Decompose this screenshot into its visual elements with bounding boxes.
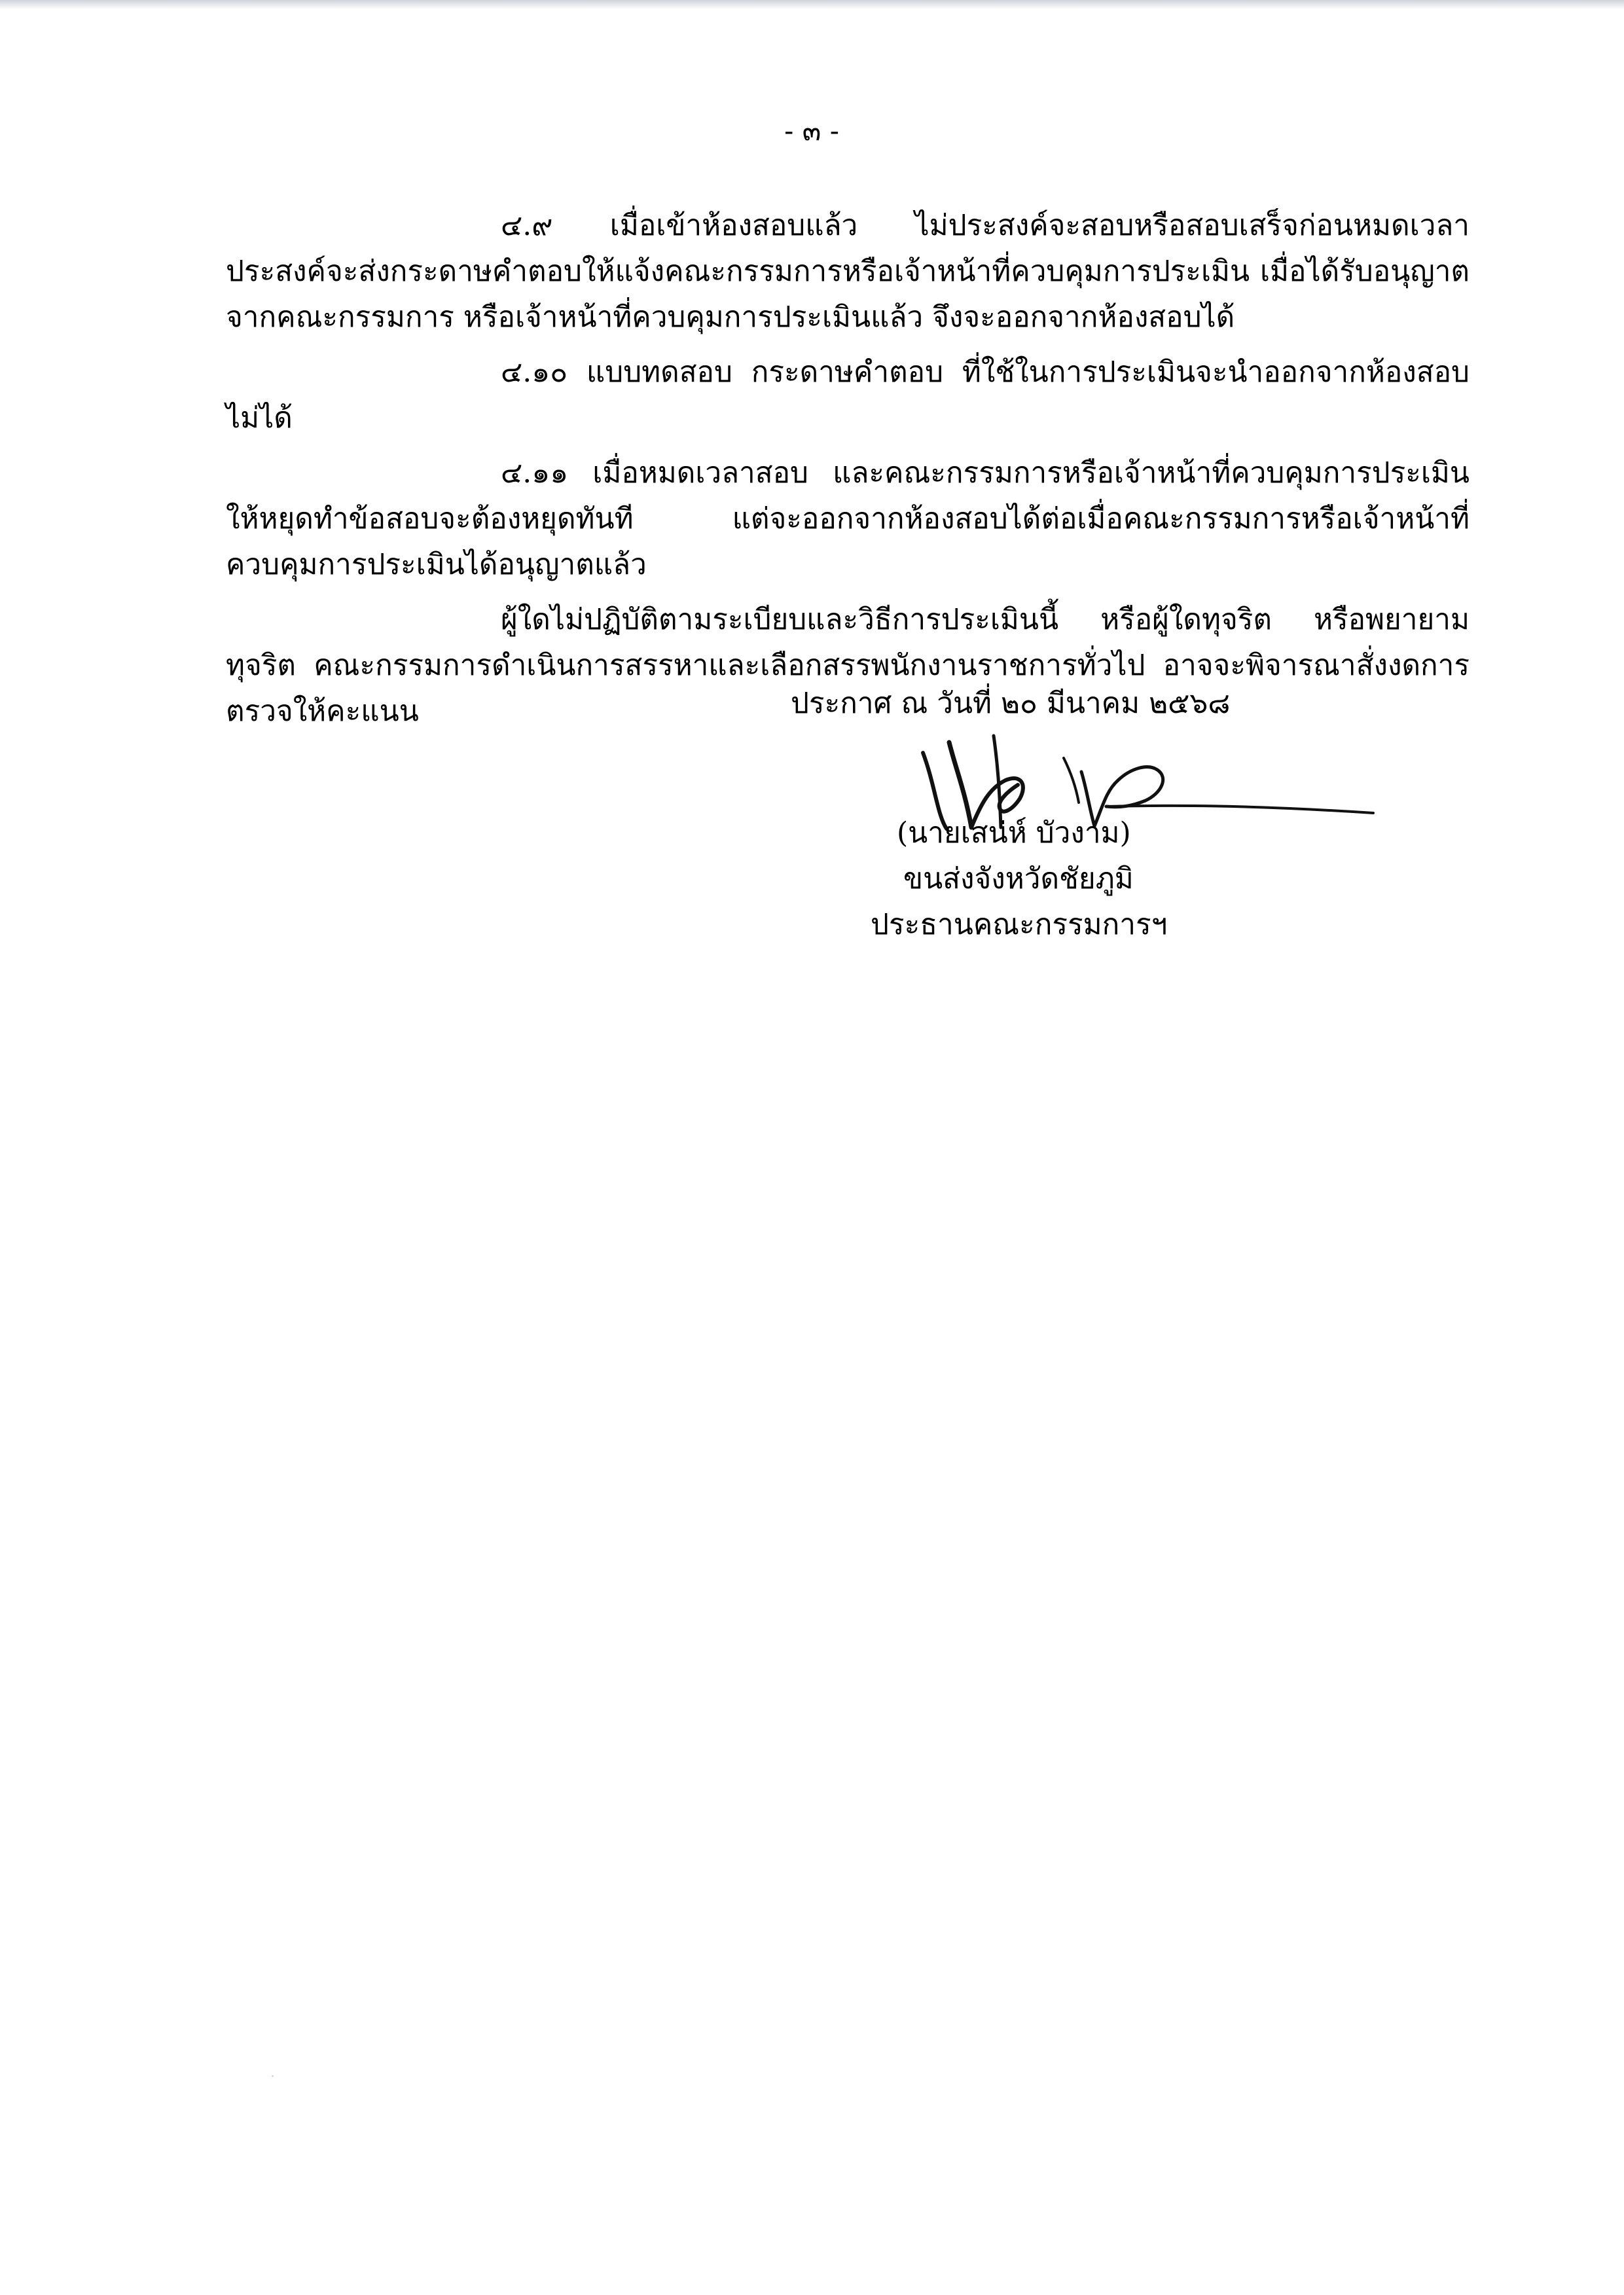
penalty-paragraph: ผู้ใดไม่ปฏิบัติตามระเบียบและวิธีการประเมินนี้ หรือผู้ใดทุจริต หรือพยายามทุจริต คณะกรรมการดำเนินการสรรหาและเลือกสรรพนักงานราชการทั่วไป อาจจะพิจารณาสั่งงดการตรวจให้คะแนน [226, 603, 1470, 728]
signer-name: (นายเสน่ห์ บัวงาม) [897, 816, 1131, 850]
signature-block [753, 681, 1342, 948]
scan-edge-shadow [0, 0, 1624, 9]
signer-position: ขนส่งจังหวัดชัยภูมิ [903, 862, 1134, 895]
scan-speck [272, 2075, 274, 2077]
announcement-date: ประกาศ ณ วันที่ ๒๐ มีนาคม ๒๕๖๘ [791, 687, 1231, 720]
paragraph-4-10: ๔.๑๐ แบบทดสอบ กระดาษคำตอบ ที่ใช้ในการประเมินจะนำออกจากห้องสอบไม่ได้ [226, 355, 1470, 435]
paragraph-4-11: ๔.๑๑ เมื่อหมดเวลาสอบ และคณะกรรมการหรือเจ้าหน้าที่ควบคุมการประเมินให้หยุดทำข้อสอบจะต้องหยุดทันที แต่จะออกจากห้องสอบได้ต่อเมื่อคณะกรรมการหรือเจ้าหน้าที่ควบคุมการประเมินได้อนุญาตแล้ว [226, 456, 1470, 581]
signer-role: ประธานคณะกรรมการฯ [871, 908, 1168, 941]
document-body [226, 203, 1470, 744]
paragraph-4-9: ๔.๙ เมื่อเข้าห้องสอบแล้ว ไม่ประสงค์จะสอบหรือสอบเสร็จก่อนหมดเวลา ประสงค์จะส่งกระดาษคำตอบให้แจ้งคณะกรรมการหรือเจ้าหน้าที่ควบคุมการประเมิน เมื่อได้รับอนุญาตจากคณะกรรมการ หรือเจ้าหน้าที่ควบคุมการประเมินแล้ว จึงจะออกจากห้องสอบได้ [226, 209, 1470, 334]
page-number: - ๓ - [784, 115, 839, 147]
